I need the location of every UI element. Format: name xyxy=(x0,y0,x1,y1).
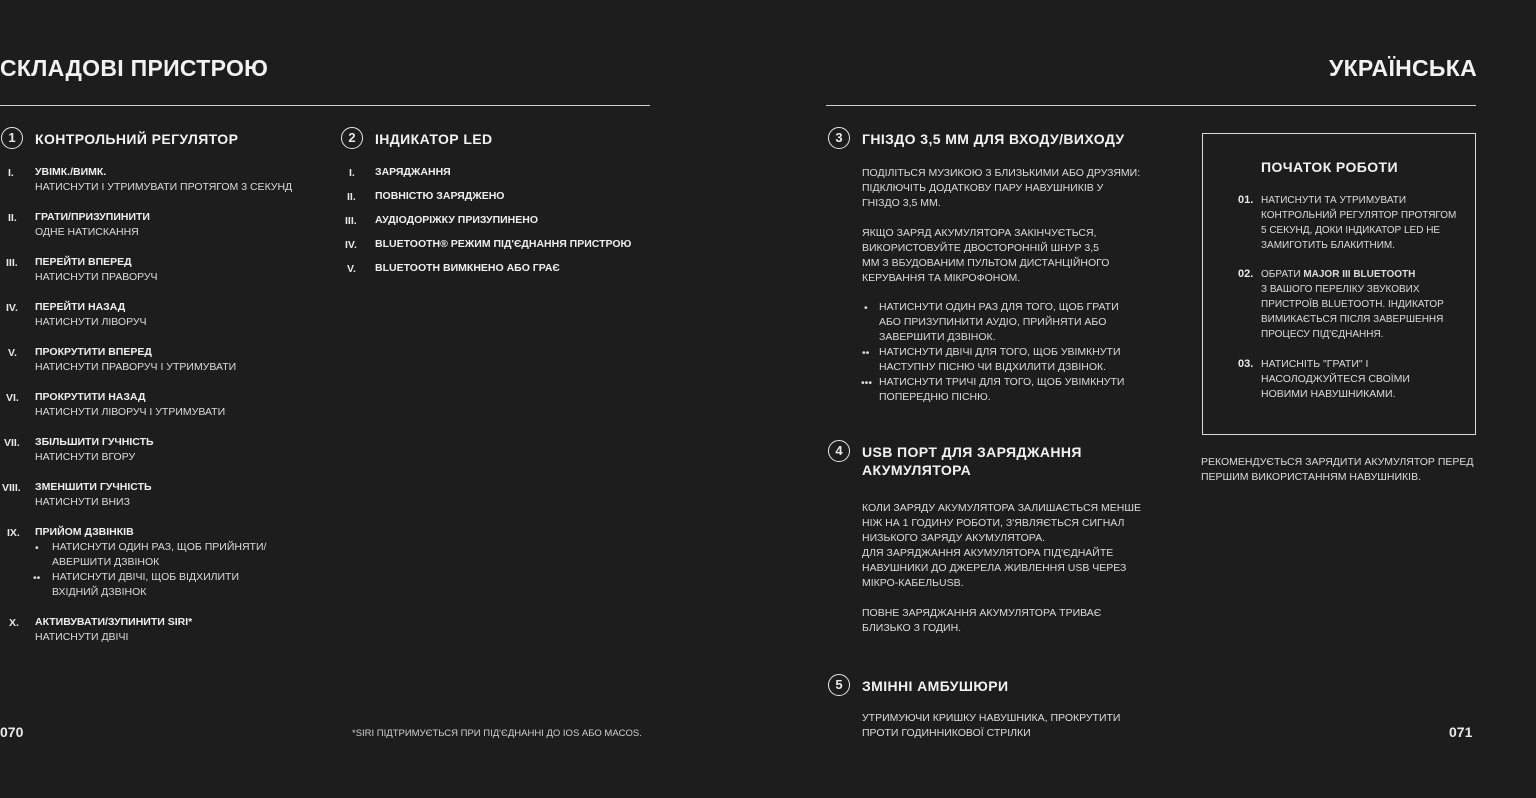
right-divider xyxy=(826,105,1476,106)
item-desc: АВЕРШИТИ ДЗВІНОК xyxy=(52,556,160,568)
step-text: ПРИСТРОЇВ BLUETOOTH. ІНДИКАТОР xyxy=(1261,299,1444,310)
section-title-jack: ГНІЗДО 3,5 ММ ДЛЯ ВХОДУ/ВИХОДУ xyxy=(862,131,1125,147)
item-number: II. xyxy=(347,191,356,203)
body-text: ММ З ВБУДОВАНИМ ПУЛЬТОМ ДИСТАНЦІЙНОГО xyxy=(862,257,1110,269)
step-number: 01. xyxy=(1238,194,1254,206)
item-title: ПЕРЕЙТИ НАЗАД xyxy=(35,301,126,313)
body-text: МІКРО-КАБЕЛЬUSB. xyxy=(862,577,964,589)
item-title: BLUETOOTH® РЕЖИМ ПІД'ЄДНАННЯ ПРИСТРОЮ xyxy=(375,238,632,250)
item-title: ПОВНІСТЮ ЗАРЯДЖЕНО xyxy=(375,190,505,202)
item-desc: НАТИСНУТИ ДВІЧІ xyxy=(35,631,129,643)
getting-started-title: ПОЧАТОК РОБОТИ xyxy=(1261,159,1398,175)
step-text: НАСОЛОДЖУЙТЕСЯ СВОЇМИ xyxy=(1261,373,1410,385)
item-number: VII. xyxy=(4,437,20,449)
item-number: IX. xyxy=(7,527,20,539)
body-text: БЛИЗЬКО З ГОДИН. xyxy=(862,622,962,634)
item-title: ЗМЕНШИТИ ГУЧНІСТЬ xyxy=(35,481,152,493)
body-text: НАСТУПНУ ПІСНЮ ЧИ ВІДХИЛИТИ ДЗВІНОК. xyxy=(879,361,1107,373)
item-title: BLUETOOTH ВИМКНЕНО АБО ГРАЄ xyxy=(375,262,560,274)
item-number: III. xyxy=(6,257,18,269)
section-number-badge: 5 xyxy=(828,674,850,696)
body-text: ПОДІЛІТЬСЯ МУЗИКОЮ З БЛИЗЬКИМИ АБО ДРУЗЯМИ: xyxy=(862,167,1141,179)
item-number: V. xyxy=(347,263,356,275)
item-title: ЗАРЯДЖАННЯ xyxy=(375,166,451,178)
item-number: I. xyxy=(8,167,14,179)
item-desc: НАТИСНУТИ І УТРИМУВАТИ ПРОТЯГОМ 3 СЕКУНД xyxy=(35,181,293,193)
item-number: III. xyxy=(345,215,357,227)
recommendation-text: РЕКОМЕНДУЄТЬСЯ ЗАРЯДИТИ АКУМУЛЯТОР ПЕРЕД xyxy=(1201,456,1474,468)
recommendation-text: ПЕРШИМ ВИКОРИСТАННЯМ НАВУШНИКІВ. xyxy=(1201,471,1421,483)
item-number: X. xyxy=(9,617,19,629)
section-number-badge: 4 xyxy=(828,440,850,462)
body-text: ПОПЕРЕДНЮ ПІСНЮ. xyxy=(879,391,991,403)
step-text: 5 СЕКУНД, ДОКИ ІНДИКАТОР LED НЕ xyxy=(1261,225,1441,236)
item-desc: НАТИСНУТИ ВНИЗ xyxy=(35,496,130,508)
item-desc: НАТИСНУТИ ОДИН РАЗ, ЩОБ ПРИЙНЯТИ/ xyxy=(52,541,267,553)
body-text: НАВУШНИКИ ДО ДЖЕРЕЛА ЖИВЛЕННЯ USB ЧЕРЕЗ xyxy=(862,562,1127,574)
step-text: НАТИСНУТИ ТА УТРИМУВАТИ xyxy=(1261,195,1407,206)
body-text: КОЛИ ЗАРЯДУ АКУМУЛЯТОРА ЗАЛИШАЄТЬСЯ МЕНШЕ xyxy=(862,502,1142,514)
left-page-title: СКЛАДОВІ ПРИСТРОЮ xyxy=(0,55,269,81)
step-text: ПРОЦЕСУ ПІД'ЄДНАННЯ. xyxy=(1261,329,1384,340)
right-page-title: УКРАЇНСЬКА xyxy=(1328,55,1477,81)
item-number: V. xyxy=(8,347,17,359)
item-desc: НАТИСНУТИ ЛІВОРУЧ xyxy=(35,316,147,328)
step-number: 02. xyxy=(1238,268,1254,280)
section-number-badge: 3 xyxy=(828,127,850,149)
item-desc: НАТИСНУТИ ДВІЧІ, ЩОБ ВІДХИЛИТИ xyxy=(52,571,240,583)
body-text: ГНІЗДО 3,5 ММ. xyxy=(862,197,941,209)
step-text: ЗАМИГОТИТЬ БЛАКИТНИМ. xyxy=(1261,240,1396,251)
item-desc: НАТИСНУТИ ПРАВОРУЧ І УТРИМУВАТИ xyxy=(35,361,237,373)
item-number: VIII. xyxy=(2,482,21,494)
step-number: 03. xyxy=(1238,358,1254,370)
step-text-prefix: ОБРАТИ xyxy=(1261,269,1304,280)
body-text: НАТИСНУТИ ТРИЧІ ДЛЯ ТОГО, ЩОБ УВІМКНУТИ xyxy=(879,376,1125,388)
section-title-usb: USB ПОРТ ДЛЯ ЗАРЯДЖАННЯ xyxy=(862,444,1082,460)
bullet-triple: ••• xyxy=(861,377,873,389)
bullet-double: •• xyxy=(33,572,41,584)
section-number-badge: 1 xyxy=(1,127,23,149)
body-text: ЯКЩО ЗАРЯД АКУМУЛЯТОРА ЗАКІНЧУЄТЬСЯ, xyxy=(862,227,1097,239)
item-title: ЗБІЛЬШИТИ ГУЧНІСТЬ xyxy=(35,436,154,448)
page-number-right: 071 xyxy=(1449,724,1473,740)
body-text: УТРИМУЮЧИ КРИШКУ НАВУШНИКА, ПРОКРУТИТИ xyxy=(862,712,1121,724)
body-text: АБО ПРИЗУПИНИТИ АУДІО, ПРИЙНЯТИ АБО xyxy=(879,316,1107,328)
body-text: НАТИСНУТИ ОДИН РАЗ ДЛЯ ТОГО, ЩОБ ГРАТИ xyxy=(879,301,1119,313)
item-desc: НАТИСНУТИ ПРАВОРУЧ xyxy=(35,271,158,283)
item-number: VI. xyxy=(6,392,19,404)
page-number-left: 070 xyxy=(0,724,24,740)
bullet-double: •• xyxy=(862,347,870,359)
item-number: IV. xyxy=(6,302,18,314)
item-desc: ВХІДНИЙ ДЗВІНОК xyxy=(52,586,147,598)
section-title-earcups: ЗМІННІ АМБУШЮРИ xyxy=(862,678,1009,694)
body-text: ЗАВЕРШИТИ ДЗВІНОК. xyxy=(879,331,996,343)
body-text: НАТИСНУТИ ДВІЧІ ДЛЯ ТОГО, ЩОБ УВІМКНУТИ xyxy=(879,346,1121,358)
body-text: ПІДКЛЮЧІТЬ ДОДАТКОВУ ПАРУ НАВУШНИКІВ У xyxy=(862,182,1104,194)
product-name: MAJOR III BLUETOOTH xyxy=(1303,269,1416,280)
step-text: НАТИСНІТЬ "ГРАТИ" І xyxy=(1261,358,1369,370)
section-title-usb: АКУМУЛЯТОРА xyxy=(862,462,972,478)
body-text: НИЗЬКОГО ЗАРЯДУ АКУМУЛЯТОРА. xyxy=(862,532,1046,544)
step-text: ВИМИКАЄТЬСЯ ПІСЛЯ ЗАВЕРШЕННЯ xyxy=(1261,314,1444,325)
body-text: КЕРУВАННЯ ТА МІКРОФОНОМ. xyxy=(862,272,1021,284)
item-desc: ОДНЕ НАТИСКАННЯ xyxy=(35,226,139,238)
item-desc: НАТИСНУТИ ЛІВОРУЧ І УТРИМУВАТИ xyxy=(35,406,226,418)
item-desc: НАТИСНУТИ ВГОРУ xyxy=(35,451,136,463)
step-text: З ВАШОГО ПЕРЕЛІКУ ЗВУКОВИХ xyxy=(1261,284,1420,295)
body-text: ДЛЯ ЗАРЯДЖАННЯ АКУМУЛЯТОРА ПІД'ЄДНАЙТЕ xyxy=(862,547,1114,559)
item-title: ПРОКРУТИТИ ВПЕРЕД xyxy=(35,346,152,358)
item-title: ГРАТИ/ПРИЗУПИНИТИ xyxy=(35,211,150,223)
footnote: *SIRI ПІДТРИМУЄТЬСЯ ПРИ ПІД'ЄДНАННІ ДО IOS АБО MACOS. xyxy=(352,728,642,739)
bullet-single: • xyxy=(864,302,868,314)
item-number: II. xyxy=(8,212,17,224)
item-title: АКТИВУВАТИ/ЗУПИНИТИ SIRI* xyxy=(35,616,193,628)
body-text: ПРОТИ ГОДИННИКОВОЇ СТРІЛКИ xyxy=(862,727,1031,739)
item-title: ПРОКРУТИТИ НАЗАД xyxy=(35,391,146,403)
item-title: ПЕРЕЙТИ ВПЕРЕД xyxy=(35,256,132,268)
section-number-badge: 2 xyxy=(341,127,363,149)
left-divider xyxy=(0,105,650,106)
step-text xyxy=(1261,267,1415,282)
section-title-control: КОНТРОЛЬНИЙ РЕГУЛЯТОР xyxy=(35,131,239,147)
bullet-single: • xyxy=(35,542,39,554)
body-text: ВИКОРИСТОВУЙТЕ ДВОСТОРОННІЙ ШНУР 3,5 xyxy=(862,242,1099,254)
body-text: НІЖ НА 1 ГОДИНУ РОБОТИ, З'ЯВЛЯЄТЬСЯ СИГНАЛ xyxy=(862,517,1125,529)
item-title: ПРИЙОМ ДЗВІНКІВ xyxy=(35,526,134,538)
item-number: IV. xyxy=(345,239,357,251)
item-title: УВІМК./ВИМК. xyxy=(35,166,107,178)
item-number: I. xyxy=(349,167,355,179)
step-text: НОВИМИ НАВУШНИКАМИ. xyxy=(1261,388,1396,400)
body-text: ПОВНЕ ЗАРЯДЖАННЯ АКУМУЛЯТОРА ТРИВАЄ xyxy=(862,607,1102,619)
item-title: АУДІОДОРІЖКУ ПРИЗУПИНЕНО xyxy=(375,214,539,226)
section-title-led: ІНДИКАТОР LED xyxy=(375,131,493,147)
step-text: КОНТРОЛЬНИЙ РЕГУЛЯТОР ПРОТЯГОМ xyxy=(1261,210,1457,221)
